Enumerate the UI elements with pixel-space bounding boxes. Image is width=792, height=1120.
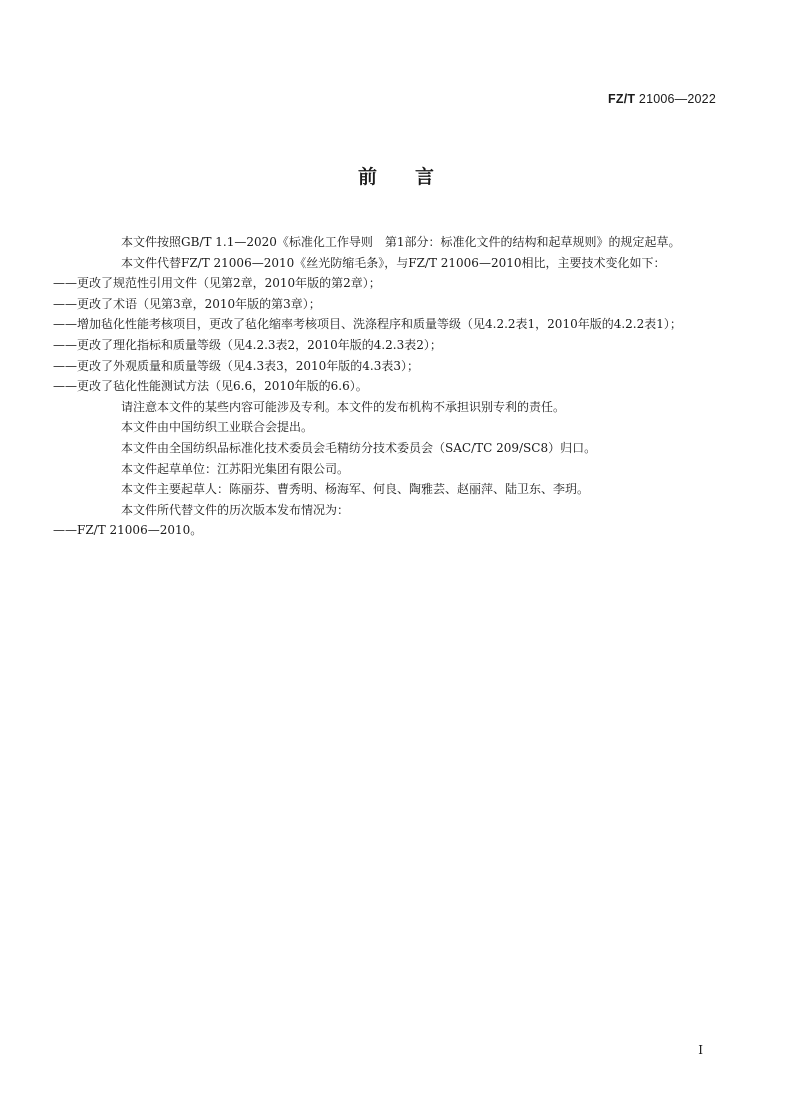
paragraph-committee: 本文件由全国纺织品标准化技术委员会毛精纺分技术委员会（SAC/TC 209/SC8）归口。 (121, 440, 597, 455)
paragraph-drafting-unit: 本文件起草单位：江苏阳光集团有限公司。 (121, 461, 350, 476)
page-title: 前言 (357, 166, 472, 188)
change-item: ——更改了规范性引用文件（见第2章，2010年版的第2章）； (53, 276, 381, 291)
paragraph-version-history: 本文件所代替文件的历次版本发布情况为： (121, 502, 350, 517)
paragraph-drafters: 本文件主要起草人：陈丽芬、曹秀明、杨海军、何良、陶雅芸、赵丽萍、陆卫东、李玥。 (121, 482, 590, 497)
page-number: Ⅰ (698, 1043, 703, 1057)
foreword-body (53, 232, 717, 541)
paragraph-drafting-rules: 本文件按照GB/T 1.1—2020《标准化工作导则 第1部分：标准化文件的结构和起草规则》的规定起草。 (121, 235, 681, 249)
change-item: ——更改了理化指标和质量等级（见4.2.3表2，2010年版的4.2.3表2）； (53, 337, 442, 352)
paragraph-replacement: 本文件代替FZ/T 21006—2010《丝光防缩毛条》，与FZ/T 21006—2010相比，主要技术变化如下： (121, 255, 666, 270)
paragraph-proposer: 本文件由中国纺织工业联合会提出。 (121, 420, 314, 435)
change-item: ——更改了毡化性能测试方法（见6.6，2010年版的6.6）。 (53, 379, 368, 394)
standard-code-prefix: FZ/T (608, 92, 636, 106)
standard-code (608, 92, 716, 106)
change-item: ——更改了术语（见第3章，2010年版的第3章）； (53, 296, 321, 311)
change-item: ——更改了外观质量和质量等级（见4.3表3，2010年版的4.3表3）； (53, 358, 419, 373)
change-item: ——增加毡化性能考核项目，更改了毡化缩率考核项目、洗涤程序和质量等级（见4.2.2表1，2010年版的4.2.2表1）； (53, 317, 682, 332)
standard-code-number: 21006—2022 (638, 92, 716, 106)
version-history-item: ——FZ/T 21006—2010。 (53, 523, 203, 538)
paragraph-patent-notice: 请注意本文件的某些内容可能涉及专利。本文件的发布机构不承担识别专利的责任。 (121, 399, 566, 414)
